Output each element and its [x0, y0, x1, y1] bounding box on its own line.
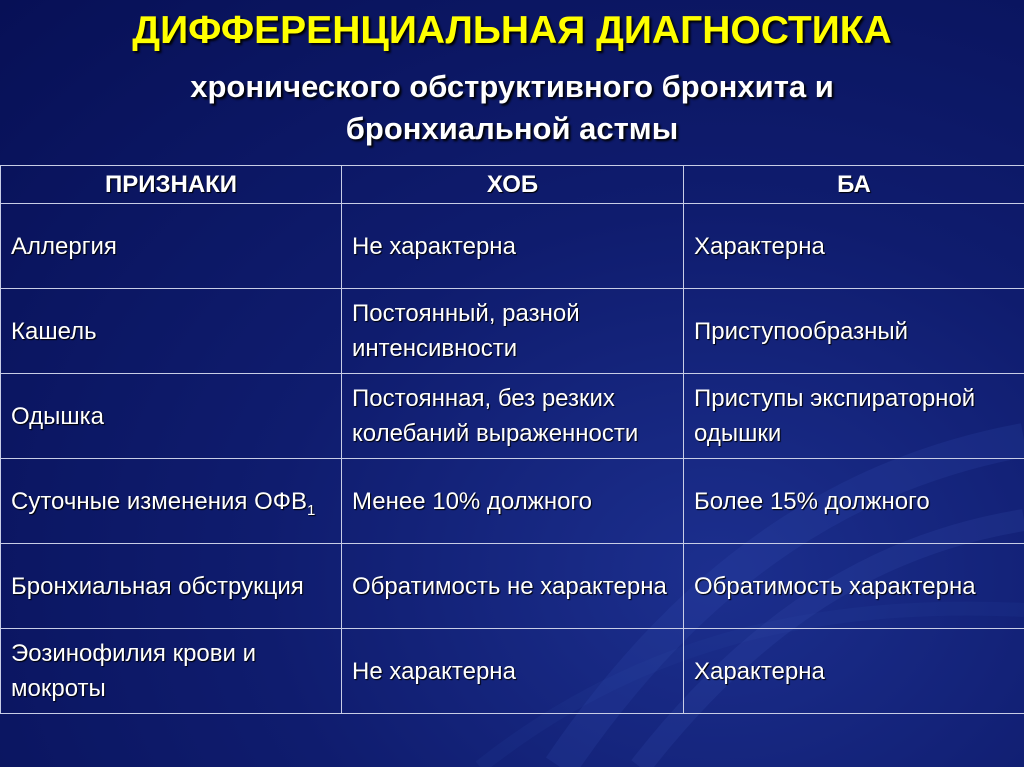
header-signs: ПРИЗНАКИ: [1, 166, 342, 204]
cell-line: Постоянный, разной: [352, 300, 580, 327]
table-row: [1, 544, 1024, 629]
cell-line: Приступообразный: [694, 317, 909, 345]
sign-cell: [1, 544, 342, 629]
cell-line: Не характерна: [352, 657, 516, 685]
cell-line: Не характерна: [352, 232, 516, 260]
cell-line: одышки: [694, 420, 782, 447]
ba-cell: [684, 544, 1024, 629]
hob-cell: [342, 629, 684, 714]
hob-cell: [342, 204, 684, 289]
ba-cell: [684, 459, 1024, 544]
hob-cell: [342, 459, 684, 544]
table-row: [1, 629, 1024, 714]
cell-line: Менее 10% должного: [352, 487, 592, 515]
sign-cell: [1, 459, 342, 544]
subtitle-line: бронхиальной астмы: [345, 111, 679, 146]
header-ba: БА: [684, 166, 1024, 204]
table-row: [1, 459, 1024, 544]
cell-line: Характерна: [694, 657, 825, 685]
cell-line: [11, 484, 331, 519]
cell-line: Бронхиальная обструкция: [11, 572, 304, 600]
sign-cell: [1, 629, 342, 714]
cell-line: колебаний выраженности: [352, 420, 639, 447]
cell-line: мокроты: [11, 675, 106, 702]
cell-line: Более 15% должного: [694, 487, 930, 515]
ba-cell: [684, 629, 1024, 714]
ba-cell: [684, 374, 1024, 459]
table-row: [1, 374, 1024, 459]
sign-cell: [1, 374, 342, 459]
table-row: [1, 204, 1024, 289]
subtitle-line: хронического обструктивного бронхита и: [190, 69, 834, 104]
cell-line: Одышка: [11, 402, 105, 430]
hob-cell: [342, 289, 684, 374]
cell-line: Аллергия: [11, 232, 117, 260]
differential-diagnosis-table: [0, 165, 1024, 714]
cell-line: интенсивности: [352, 335, 518, 362]
hob-cell: [342, 544, 684, 629]
header-hob: ХОБ: [342, 166, 684, 204]
ba-cell: [684, 204, 1024, 289]
cell-line: Обратимость характерна: [694, 572, 976, 600]
cell-line: Постоянная, без резких: [352, 385, 615, 412]
cell-line: Приступы экспираторной: [694, 385, 976, 412]
hob-cell: [342, 374, 684, 459]
cell-line: Эозинофилия крови и: [11, 640, 256, 667]
cell-line: Характерна: [694, 232, 825, 260]
ba-cell: [684, 289, 1024, 374]
cell-line: Обратимость не характерна: [352, 572, 667, 600]
sign-cell: [1, 289, 342, 374]
slide-subtitle: [0, 66, 1024, 150]
slide-title: ДИФФЕРЕНЦИАЛЬНАЯ ДИАГНОСТИКА: [132, 9, 892, 52]
cell-line: Кашель: [11, 317, 97, 345]
sign-cell: [1, 204, 342, 289]
table-header-row: [1, 166, 1024, 204]
table-row: [1, 289, 1024, 374]
subscript-text: 1: [307, 501, 316, 519]
sign-main-text: Суточные изменения ОФВ: [11, 487, 308, 515]
